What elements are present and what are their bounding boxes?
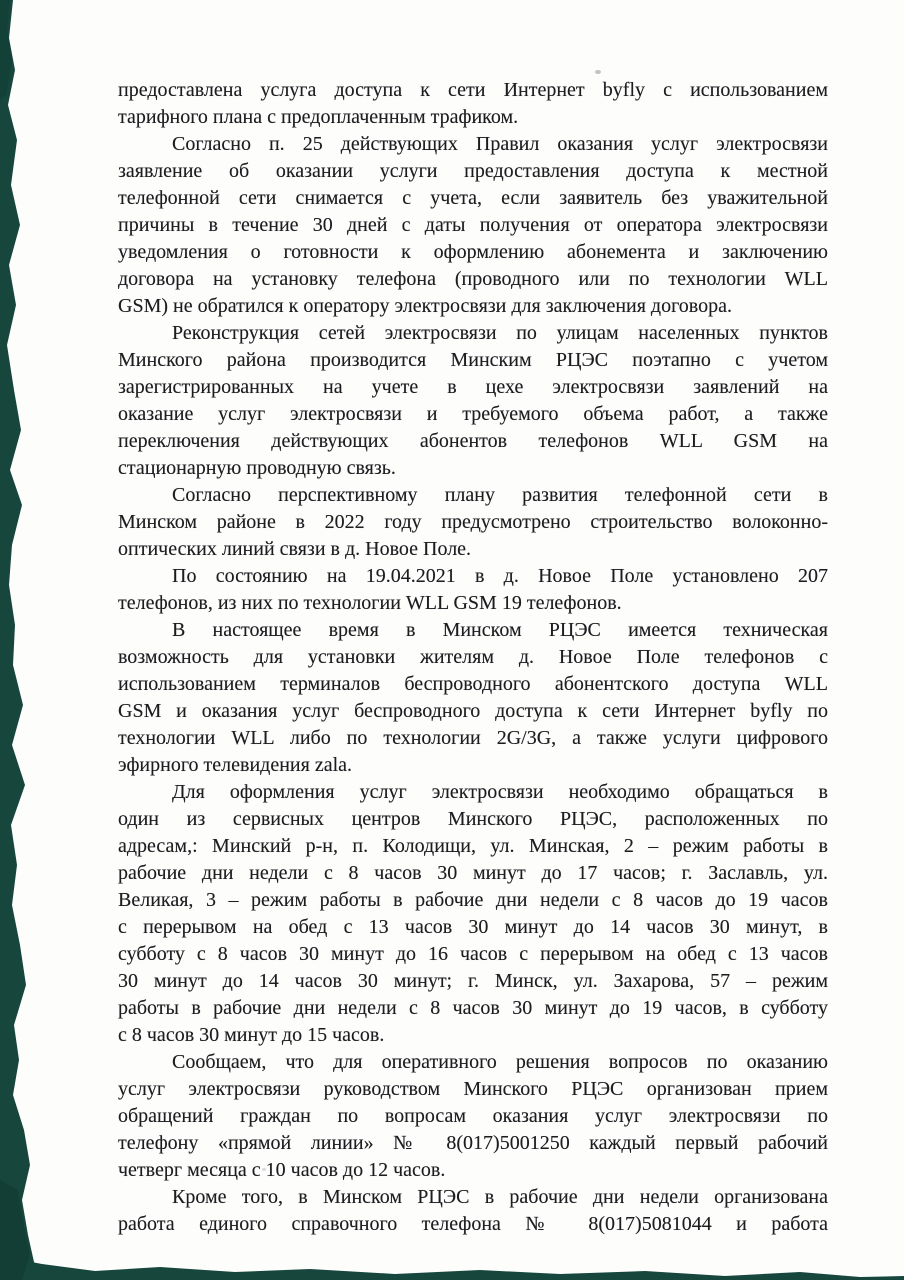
text-line: использованием терминалов беспроводного абонентского доступа WLL <box>118 673 828 695</box>
text-line: эфирного телевидения zala. <box>118 754 353 776</box>
text-line: стационарную проводную связь. <box>118 457 396 479</box>
text-line: возможность для установки жителям д. Новое Поле телефонов с <box>118 646 828 668</box>
text-line: предоставлена услуга доступа к сети Интернет byfly с использованием <box>118 79 828 101</box>
text-line: с 8 часов 30 минут до 15 часов. <box>118 1024 385 1046</box>
text-line: Для оформления услуг электросвязи необходимо обращаться в <box>172 781 828 803</box>
text-line: обращений граждан по вопросам оказания услуг электросвязи по <box>118 1105 828 1127</box>
scan-speck <box>595 70 601 74</box>
text-line: тарифного плана с предоплаченным трафиком. <box>118 106 519 128</box>
document-text <box>118 77 828 1238</box>
text-line: Кроме того, в Минском РЦЭС в рабочие дни недели организована <box>172 1186 828 1208</box>
text-line: договора на установку телефона (проводного или по технологии WLL <box>118 268 828 290</box>
text-line: уведомления о готовности к оформлению абонемента и заключению <box>118 241 828 263</box>
text-line: По состоянию на 19.04.2021 в д. Новое Поле установлено 207 <box>172 565 828 587</box>
text-line: рабочие дни недели с 8 часов 30 минут до 17 часов; г. Заславль, ул. <box>118 862 828 884</box>
text-line: один из сервисных центров Минского РЦЭС, расположенных по <box>118 808 828 830</box>
text-line: технологии WLL либо по технологии 2G/3G, а также услуги цифрового <box>118 727 828 749</box>
text-line: с перерывом на обед с 13 часов 30 минут до 14 часов 30 минут, в <box>118 916 828 938</box>
text-line: услуг электросвязи руководством Минского РЦЭС организован прием <box>118 1078 828 1100</box>
text-line: Реконструкция сетей электросвязи по улицам населенных пунктов <box>172 322 828 344</box>
text-line: телефонов, из них по технологии WLL GSM 19 телефонов. <box>118 592 622 614</box>
text-line: Сообщаем, что для оперативного решения вопросов по оказанию <box>172 1051 828 1073</box>
text-line: работы в рабочие дни недели с 8 часов 30 минут до 19 часов, в субботу <box>118 997 828 1019</box>
text-line: Согласно п. 25 действующих Правил оказания услуг электросвязи <box>172 133 828 155</box>
text-line: Великая, 3 – режим работы в рабочие дни недели с 8 часов до 19 часов <box>118 889 828 911</box>
text-line: GSM) не обратился к оператору электросвязи для заключения договора. <box>118 295 732 317</box>
text-line: заявление об оказании услуги предоставления доступа к местной <box>118 160 828 182</box>
text-line: телефонной сети снимается с учета, если заявитель без уважительной <box>118 187 828 209</box>
text-line: GSM и оказания услуг беспроводного доступа к сети Интернет byfly по <box>118 700 828 722</box>
text-line: Согласно перспективному плану развития телефонной сети в <box>172 484 828 506</box>
text-line: 30 минут до 14 часов 30 минут; г. Минск, ул. Захарова, 57 – режим <box>118 970 828 992</box>
text-line: телефону «прямой линии» № 8(017)5001250 каждый первый рабочий <box>118 1132 828 1154</box>
text-line: субботу с 8 часов 30 минут до 16 часов с перерывом на обед с 13 часов <box>118 943 828 965</box>
text-line: зарегистрированных на учете в цехе электросвязи заявлений на <box>118 376 828 398</box>
text-line: переключения действующих абонентов телефонов WLL GSM на <box>118 430 828 452</box>
text-line: четверг месяца с 10 часов до 12 часов. <box>118 1159 446 1181</box>
text-line: работа единого справочного телефона № 8(017)5081044 и работа <box>118 1213 828 1235</box>
text-line: причины в течение 30 дней с даты получения от оператора электросвязи <box>118 214 828 236</box>
text-line: оптических линий связи в д. Новое Поле. <box>118 538 472 560</box>
text-line: адресам,: Минский р-н, п. Колодищи, ул. Минская, 2 – режим работы в <box>118 835 828 857</box>
text-line: Минского района производится Минским РЦЭС поэтапно с учетом <box>118 349 828 371</box>
text-line: оказание услуг электросвязи и требуемого объема работ, а также <box>118 403 828 425</box>
text-line: Минском районе в 2022 году предусмотрено строительство волоконно- <box>118 511 828 533</box>
text-line: В настоящее время в Минском РЦЭС имеется техническая <box>172 619 828 641</box>
